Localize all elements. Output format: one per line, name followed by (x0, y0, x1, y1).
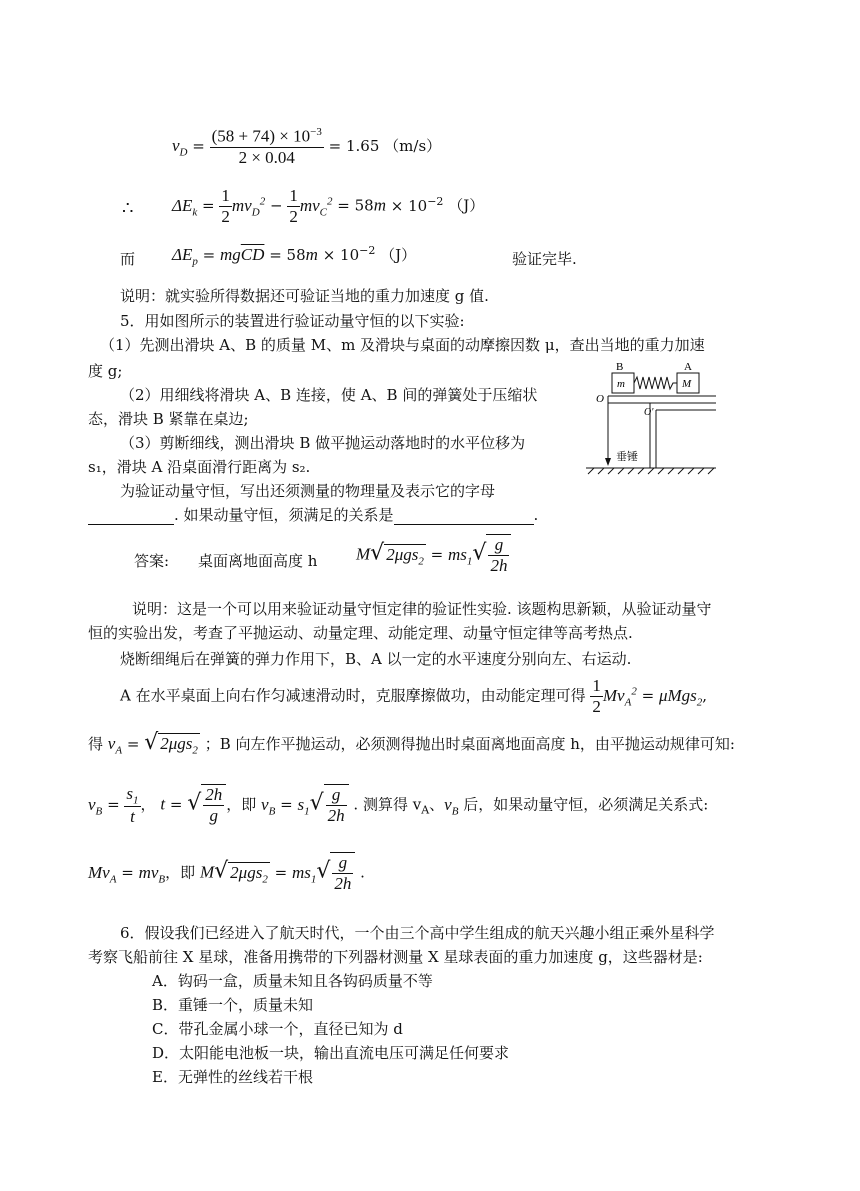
blank-quantity (88, 506, 174, 525)
explain-p1b: 恒的实验出发，考查了平抛运动、动量定理、动能定理、动量守恒定律等高考热点. (88, 624, 633, 642)
blank-relation (394, 506, 534, 525)
vd-unit: （m/s） (384, 136, 442, 155)
explain-p2: 烧断细绳后在弹簧的弹力作用下，B、A 以一定的水平速度分别向左、右运动. (120, 650, 632, 668)
ground-hatch (588, 468, 714, 474)
q5-step3a: （3）剪断细线，测出滑块 B 做平抛运动落地时的水平位移为 (120, 434, 526, 452)
answer-formula: M√ $2\mu gs_2 = ms_1√$ $\frac{g}{2h}$ (356, 534, 511, 576)
q5-apparatus-figure (586, 360, 716, 480)
q5-step2a: （2）用细线将滑块 A、B 连接，使 A、B 间的弹簧处于压缩状 (120, 386, 538, 404)
q5-step1a: （1）先测出滑块 A、B 的质量 M、m 及滑块与桌面的动摩擦因数 μ，查出当地的重力加速 (100, 336, 705, 354)
q6-line2: 考察飞船前往 X 星球，准备用携带的下列器材测量 X 星球表面的重力加速度 g，这些器材是: (88, 948, 703, 966)
er-prefix: 而 (120, 250, 136, 268)
q6-line1: 6．假设我们已经进入了航天时代，一个由三个高中学生组成的航天兴趣小组正乘外星科学 (120, 924, 715, 942)
fig-block-m: m (617, 378, 625, 390)
fig-block-M: M (682, 378, 692, 390)
q6-option-a: A．钩码一盒，质量未知且各钩码质量不等 (152, 972, 433, 990)
fig-label-o2: O' (644, 407, 654, 418)
q5-step3b: s₁，滑块 A 沿桌面滑行距离为 s₂. (88, 458, 311, 476)
vd-equation: $v_D$ = $\frac{(58 + 74) \times 10^{-3}}{2 \times 0.04}$ = 1.65 （m/s） (172, 126, 442, 167)
ep-equation: $\Delta E_p = mg\overline{CD} = 58m \times 10^{-2}$ （J） (172, 244, 417, 268)
q6-option-e: E．无弹性的丝线若干根 (152, 1068, 313, 1086)
answer-text: 桌面离地面高度 h (198, 552, 318, 570)
plumb-arrow (605, 458, 611, 466)
note1: 说明：就实验所得数据还可验证当地的重力加速度 g 值. (120, 287, 489, 305)
explain-p1a: 说明：这是一个可以用来验证动量守恒定律的验证性实验. 该题构思新颖，从验证动量守 (132, 600, 712, 618)
therefore-symbol: ∴ (122, 198, 134, 219)
fig-label-o: O (596, 393, 604, 405)
ek-unit: （J） (448, 196, 485, 215)
spring (634, 377, 677, 389)
ep-unit: （J） (380, 246, 417, 264)
q5-ask-b: . 如果动量守恒，须满足的关系是 . (88, 504, 538, 525)
answer-label: 答案: (134, 552, 170, 570)
q5-step1b: 度 g; (88, 362, 123, 380)
q6-option-c: C．带孔金属小球一个，直径已知为 d (152, 1020, 403, 1038)
explain-p4: $v_B$ = $\frac{s_1}{t}$ ， t = √ $\frac{2h}{g}$ ，即 $v_B = s_1√$ $\frac{g}{2h}$ . 测算得 $v_A$、$v_B$ 后，如果动量守恒，必须满足关系式: (88, 784, 709, 827)
q5-step2b: 态，滑块 B 紧靠在桌边; (88, 410, 249, 428)
fig-label-a: A (684, 361, 692, 373)
fig-weight-label: 垂锤 (616, 451, 638, 463)
explain-p3a: A 在水平桌面上向右作匀减速滑动时，克服摩擦做功，由动能定理可得 $\frac{1}{2}$ $Mv_A^2 = \mu Mgs_2$, (120, 676, 708, 716)
vd-value: 1.65 (345, 136, 380, 155)
q6-option-b: B．重锤一个，质量未知 (152, 996, 314, 1014)
q5-ask-a: 为验证动量守恒，写出还须测量的物理量及表示它的字母 (120, 482, 496, 500)
ek-equation: $\Delta E_k$ = $\frac{1}{2}$ $mv_D^2$ − $\frac{1}{2}$ $mv_C^2 = 58m \times 10^{-2}$ （J） (172, 186, 485, 226)
fig-label-b: B (616, 361, 624, 373)
q6-option-d: D．太阳能电池板一块，输出直流电压可满足任何要求 (152, 1044, 510, 1062)
q5-title: 5．用如图所示的装置进行验证动量守恒的以下实验: (120, 312, 465, 330)
verified-text: 验证完毕. (512, 250, 577, 268)
explain-p5: $Mv_A = mv_B$，即 M√ $2\mu gs_2 = ms_1√$ $\frac{g}{2h}$ . (88, 853, 365, 893)
explain-p3b: 得 $v_A$ = √ 2μgs$_2$ ；B 向左作平抛运动，必须测得抛出时桌面离地面高度 h，由平抛运动规律可知: (88, 730, 735, 757)
